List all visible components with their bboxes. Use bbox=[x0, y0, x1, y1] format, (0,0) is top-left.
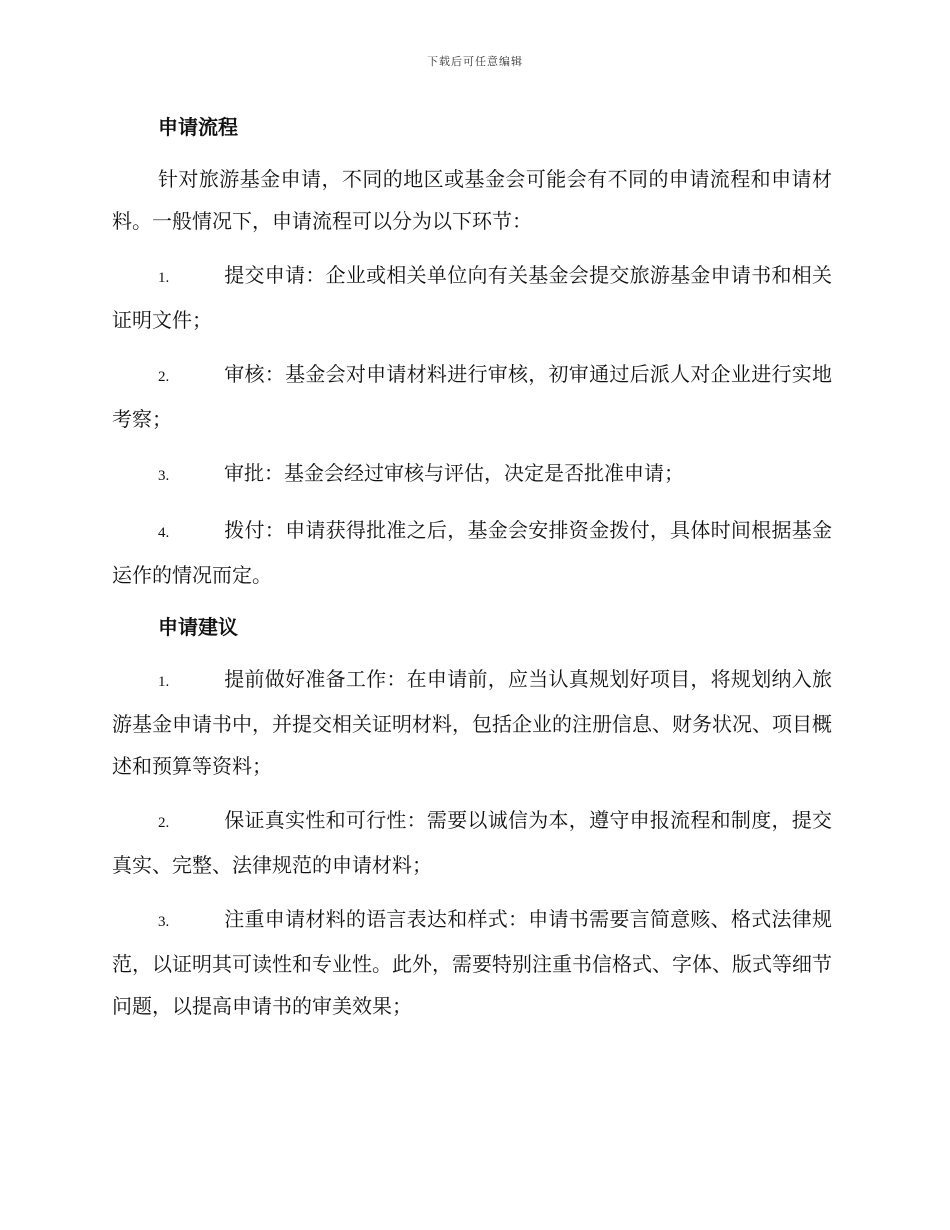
header-note: 下载后可任意编辑 bbox=[427, 55, 523, 68]
process-item-3 bbox=[112, 452, 832, 497]
list-number: 2. bbox=[158, 369, 170, 385]
advice-item-1 bbox=[112, 658, 832, 787]
list-item-text: 审批：基金会经过审核与评估，决定是否批准申请； bbox=[224, 461, 684, 485]
process-item-4 bbox=[112, 509, 832, 596]
list-number: 4. bbox=[158, 525, 170, 541]
list-item-text: 拨付：申请获得批准之后，基金会安排资金拨付，具体时间根据基金运作的情况而定。 bbox=[112, 518, 832, 587]
list-number: 1. bbox=[158, 270, 170, 286]
process-intro-paragraph: 针对旅游基金申请，不同的地区或基金会可能会有不同的申请流程和申请材料。一般情况下，申请流程可以分为以下环节： bbox=[112, 167, 832, 233]
list-number: 3. bbox=[158, 914, 170, 930]
list-item-text: 注重申请材料的语言表达和样式：申请书需要言简意赅、格式法律规范，以证明其可读性和专业性。此外，需要特别注重书信格式、字体、版式等细节问题，以提高申请书的审美效果； bbox=[112, 907, 832, 1018]
list-number: 2. bbox=[158, 815, 170, 831]
advice-item-2 bbox=[112, 799, 832, 886]
section-heading-advice: 申请建议 bbox=[158, 615, 238, 639]
list-item-text: 提前做好准备工作：在申请前，应当认真规划好项目，将规划纳入旅游基金申请书中，并提交相关证明材料，包括企业的注册信息、财务状况、项目概述和预算等资料； bbox=[112, 667, 832, 778]
list-number: 1. bbox=[158, 674, 170, 690]
list-item-text: 提交申请：企业或相关单位向有关基金会提交旅游基金申请书和相关证明文件； bbox=[112, 263, 832, 332]
document-body bbox=[112, 108, 832, 1039]
process-item-2 bbox=[112, 353, 832, 440]
advice-item-3 bbox=[112, 898, 832, 1027]
section-heading-process: 申请流程 bbox=[158, 115, 238, 139]
list-number: 3. bbox=[158, 468, 170, 484]
process-item-1 bbox=[112, 254, 832, 341]
list-item-text: 审核：基金会对申请材料进行审核，初审通过后派人对企业进行实地考察； bbox=[112, 362, 832, 431]
list-item-text: 保证真实性和可行性：需要以诚信为本，遵守申报流程和制度，提交真实、完整、法律规范的申请材料； bbox=[112, 808, 832, 877]
